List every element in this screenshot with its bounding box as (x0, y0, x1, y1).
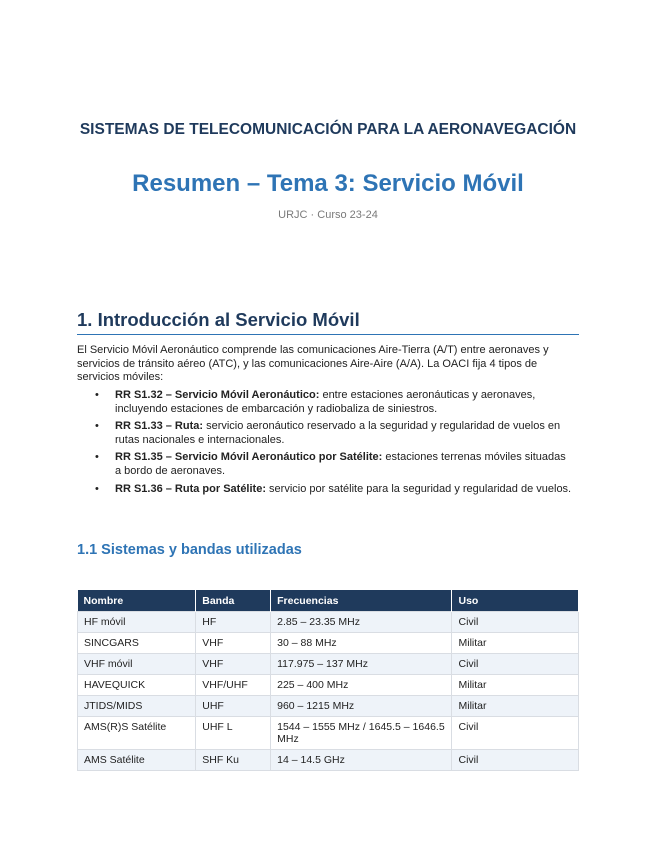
table-cell: HF móvil (78, 612, 196, 633)
column-header-frecuencias: Frecuencias (271, 590, 452, 612)
table-cell: AMS(R)S Satélite (78, 717, 196, 750)
list-item-text: servicio por satélite para la seguridad y regularidad de vuelos. (266, 482, 572, 495)
bullet-icon: • (95, 451, 99, 464)
table-cell: Militar (452, 633, 579, 654)
table-cell: Civil (452, 654, 579, 675)
column-header-nombre: Nombre (78, 590, 196, 612)
list-item-text: servicio aeronáutico reservado a la seguridad y regularidad de vuelos en rutas nacionales e internacionales. (115, 420, 561, 446)
document-title: Resumen – Tema 3: Servicio Móvil (132, 170, 524, 197)
list-item-term: RR S1.33 – Ruta: (115, 420, 204, 433)
list-item-text: estaciones terrenas móviles situadas a bordo de aeronaves. (115, 451, 566, 477)
table-cell: JTIDS/MIDS (78, 696, 196, 717)
table-cell: SHF Ku (196, 750, 271, 771)
table-cell: Militar (452, 696, 579, 717)
column-header-banda: Banda (196, 590, 271, 612)
bands-table (77, 590, 579, 771)
table-row (78, 675, 579, 696)
list-item (77, 389, 579, 416)
table-row (78, 654, 579, 675)
table-cell: Civil (452, 717, 579, 750)
table-cell: 2.85 – 23.35 MHz (271, 612, 452, 633)
table-cell: Civil (452, 750, 579, 771)
list-item-term: RR S1.35 – Servicio Móvil Aeronáutico por Satélite: (115, 451, 383, 464)
table-cell: UHF L (196, 717, 271, 750)
list-item-text: entre estaciones aeronáuticas y aeronaves, incluyendo estaciones de embarcación y radiobaliza de siniestros. (115, 389, 536, 415)
course-title: SISTEMAS DE TELECOMUNICACIÓN PARA LA AERONAVEGACIÓN (79, 121, 577, 138)
bullet-icon: • (95, 389, 99, 401)
table-cell: HF (196, 612, 271, 633)
section-1-intro: El Servicio Móvil Aeronáutico comprende las comunicaciones Aire-Tierra (A/T) entre aeronaves y servicios de tránsito aéreo (ATC), y las comunicaciones Aire-Aire (A/A). La OACI fija 4 tipos de servicios móviles: (77, 344, 549, 384)
table-row (78, 750, 579, 771)
table-cell: HAVEQUICK (78, 675, 196, 696)
list-item (77, 420, 579, 447)
table-cell: VHF (196, 633, 271, 654)
table-row (78, 696, 579, 717)
table-cell: UHF (196, 696, 271, 717)
table-cell: Militar (452, 675, 579, 696)
table-row (78, 612, 579, 633)
list-item-term: RR S1.32 – Servicio Móvil Aeronáutico: (115, 389, 320, 401)
bullet-icon: • (95, 420, 99, 433)
column-header-uso: Uso (452, 590, 579, 612)
service-types-list (77, 389, 579, 500)
list-item (77, 451, 579, 478)
table-cell: Civil (452, 612, 579, 633)
section-1-1-heading: 1.1 Sistemas y bandas utilizadas (77, 542, 302, 558)
table-cell: 960 – 1215 MHz (271, 696, 452, 717)
table-cell: 14 – 14.5 GHz (271, 750, 452, 771)
table-row (78, 717, 579, 750)
table-cell: SINCGARS (78, 633, 196, 654)
table-cell: VHF/UHF (196, 675, 271, 696)
section-1-heading: 1. Introducción al Servicio Móvil (77, 309, 579, 335)
table-cell: VHF móvil (78, 654, 196, 675)
document-subtitle: URJC · Curso 23-24 (278, 209, 378, 221)
list-item-term: RR S1.36 – Ruta por Satélite: (115, 482, 266, 495)
table-cell: 225 – 400 MHz (271, 675, 452, 696)
list-item (77, 483, 579, 497)
table-cell: AMS Satélite (78, 750, 196, 771)
table-row (78, 633, 579, 654)
bullet-icon: • (95, 482, 99, 495)
table-cell: 30 – 88 MHz (271, 633, 452, 654)
table-cell: 117.975 – 137 MHz (271, 654, 452, 675)
table-cell: 1544 – 1555 MHz / 1645.5 – 1646.5 MHz (271, 717, 452, 750)
table-header-row (78, 590, 579, 612)
table-cell: VHF (196, 654, 271, 675)
